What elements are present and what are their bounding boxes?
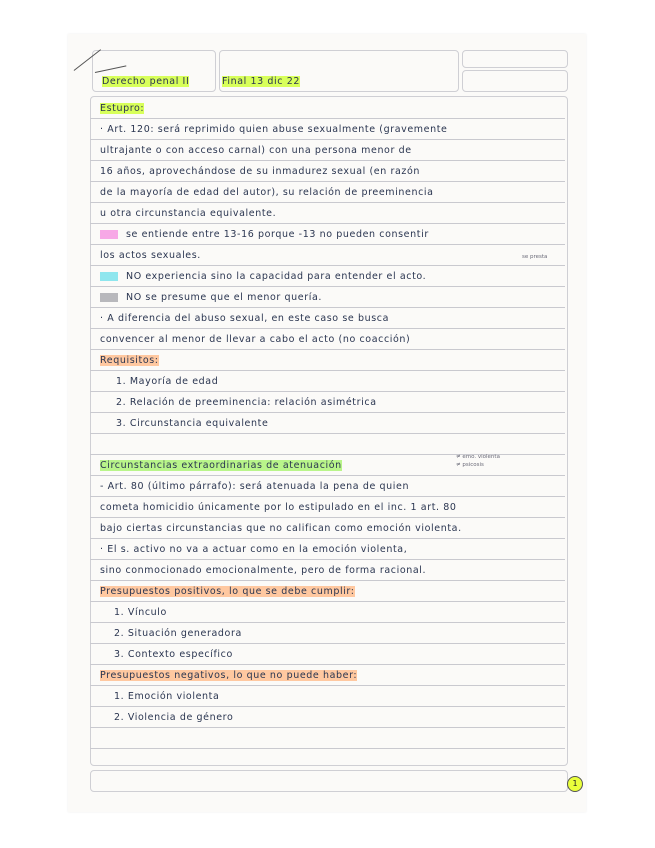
list-item: 2. Relación de preeminencia: relación asimétrica	[116, 397, 377, 408]
rule-line	[90, 202, 565, 203]
rule-line	[90, 685, 565, 686]
rule-line	[90, 748, 565, 749]
note-line: de la mayoría de edad del autor), su relación de preeminencia	[100, 187, 434, 198]
note-line: ultrajante o con acceso carnal) con una persona menor de	[100, 145, 412, 156]
rule-line	[90, 349, 565, 350]
rule-line	[90, 118, 565, 119]
note-line: NO se presume que el menor quería.	[100, 292, 560, 303]
note-line: - Art. 80 (último párrafo): será atenuada la pena de quien	[100, 481, 410, 492]
rule-line	[90, 181, 565, 182]
rule-line	[90, 664, 565, 665]
rule-line	[90, 307, 565, 308]
rule-line	[90, 538, 565, 539]
rule-line	[90, 412, 565, 413]
rule-line	[90, 328, 565, 329]
gray-marker-chip	[100, 293, 118, 302]
margin-note: ≠ psicosis	[456, 462, 484, 468]
rule-line	[90, 286, 565, 287]
heading-presupuestos-negativos: Presupuestos negativos, lo que no puede haber:	[100, 670, 358, 681]
rule-line	[90, 727, 565, 728]
header-subject: Derecho penal II	[102, 76, 190, 87]
header-exam-date: Final 13 dic 22	[222, 76, 301, 87]
rule-line	[90, 160, 565, 161]
rule-line	[90, 433, 565, 434]
list-item: 2. Situación generadora	[114, 628, 242, 639]
list-item: 1. Vínculo	[114, 607, 167, 618]
note-line: convencer al menor de llevar a cabo el acto (no coacción)	[100, 334, 411, 345]
rule-line	[90, 517, 565, 518]
margin-note: se presta	[522, 254, 548, 260]
header-box-right-top	[462, 50, 568, 68]
footer-box	[90, 770, 568, 792]
note-line: se entiende entre 13-16 porque -13 no pueden consentir	[100, 229, 560, 240]
heading-circunstancias: Circunstancias extraordinarias de atenuación	[100, 460, 342, 471]
pink-marker-chip	[100, 230, 118, 239]
rule-line	[90, 580, 565, 581]
rule-line	[90, 601, 565, 602]
list-item: 2. Violencia de género	[114, 712, 234, 723]
rule-line	[90, 475, 565, 476]
rule-line	[90, 643, 565, 644]
page-number-badge: 1	[567, 776, 583, 792]
heading-estupro: Estupro:	[100, 103, 145, 114]
rule-line	[90, 391, 565, 392]
note-line: NO experiencia sino la capacidad para entender el acto.	[100, 271, 560, 282]
rule-line	[90, 370, 565, 371]
rule-line	[90, 223, 565, 224]
rule-line	[90, 244, 565, 245]
note-line: 16 años, aprovechándose de su inmadurez sexual (en razón	[100, 166, 421, 177]
rule-line	[90, 265, 565, 266]
rule-line	[90, 496, 565, 497]
rule-line	[90, 559, 565, 560]
note-line: los actos sexuales.	[100, 250, 201, 261]
note-line: · A diferencia del abuso sexual, en este caso se busca	[100, 313, 389, 324]
note-line: · El s. activo no va a actuar como en la emoción violenta,	[100, 544, 408, 555]
list-item: 1. Mayoría de edad	[116, 376, 219, 387]
note-line: bajo ciertas circunstancias que no califican como emoción violenta.	[100, 523, 462, 534]
margin-note: ≠ emo. violenta	[456, 454, 500, 460]
heading-presupuestos-positivos: Presupuestos positivos, lo que se debe cumplir:	[100, 586, 355, 597]
list-item: 1. Emoción violenta	[114, 691, 220, 702]
note-line: · Art. 120: será reprimido quien abuse sexualmente (gravemente	[100, 124, 448, 135]
heading-requisitos: Requisitos:	[100, 355, 159, 366]
note-line: u otra circunstancia equivalente.	[100, 208, 277, 219]
list-item: 3. Contexto específico	[114, 649, 233, 660]
rule-line	[90, 622, 565, 623]
header-box-right-bottom	[462, 70, 568, 92]
cyan-marker-chip	[100, 272, 118, 281]
rule-line	[90, 706, 565, 707]
note-line: sino conmocionado emocionalmente, pero de forma racional.	[100, 565, 427, 576]
rule-line	[90, 139, 565, 140]
list-item: 3. Circunstancia equivalente	[116, 418, 269, 429]
note-line: cometa homicidio únicamente por lo estipulado en el inc. 1 art. 80	[100, 502, 457, 513]
